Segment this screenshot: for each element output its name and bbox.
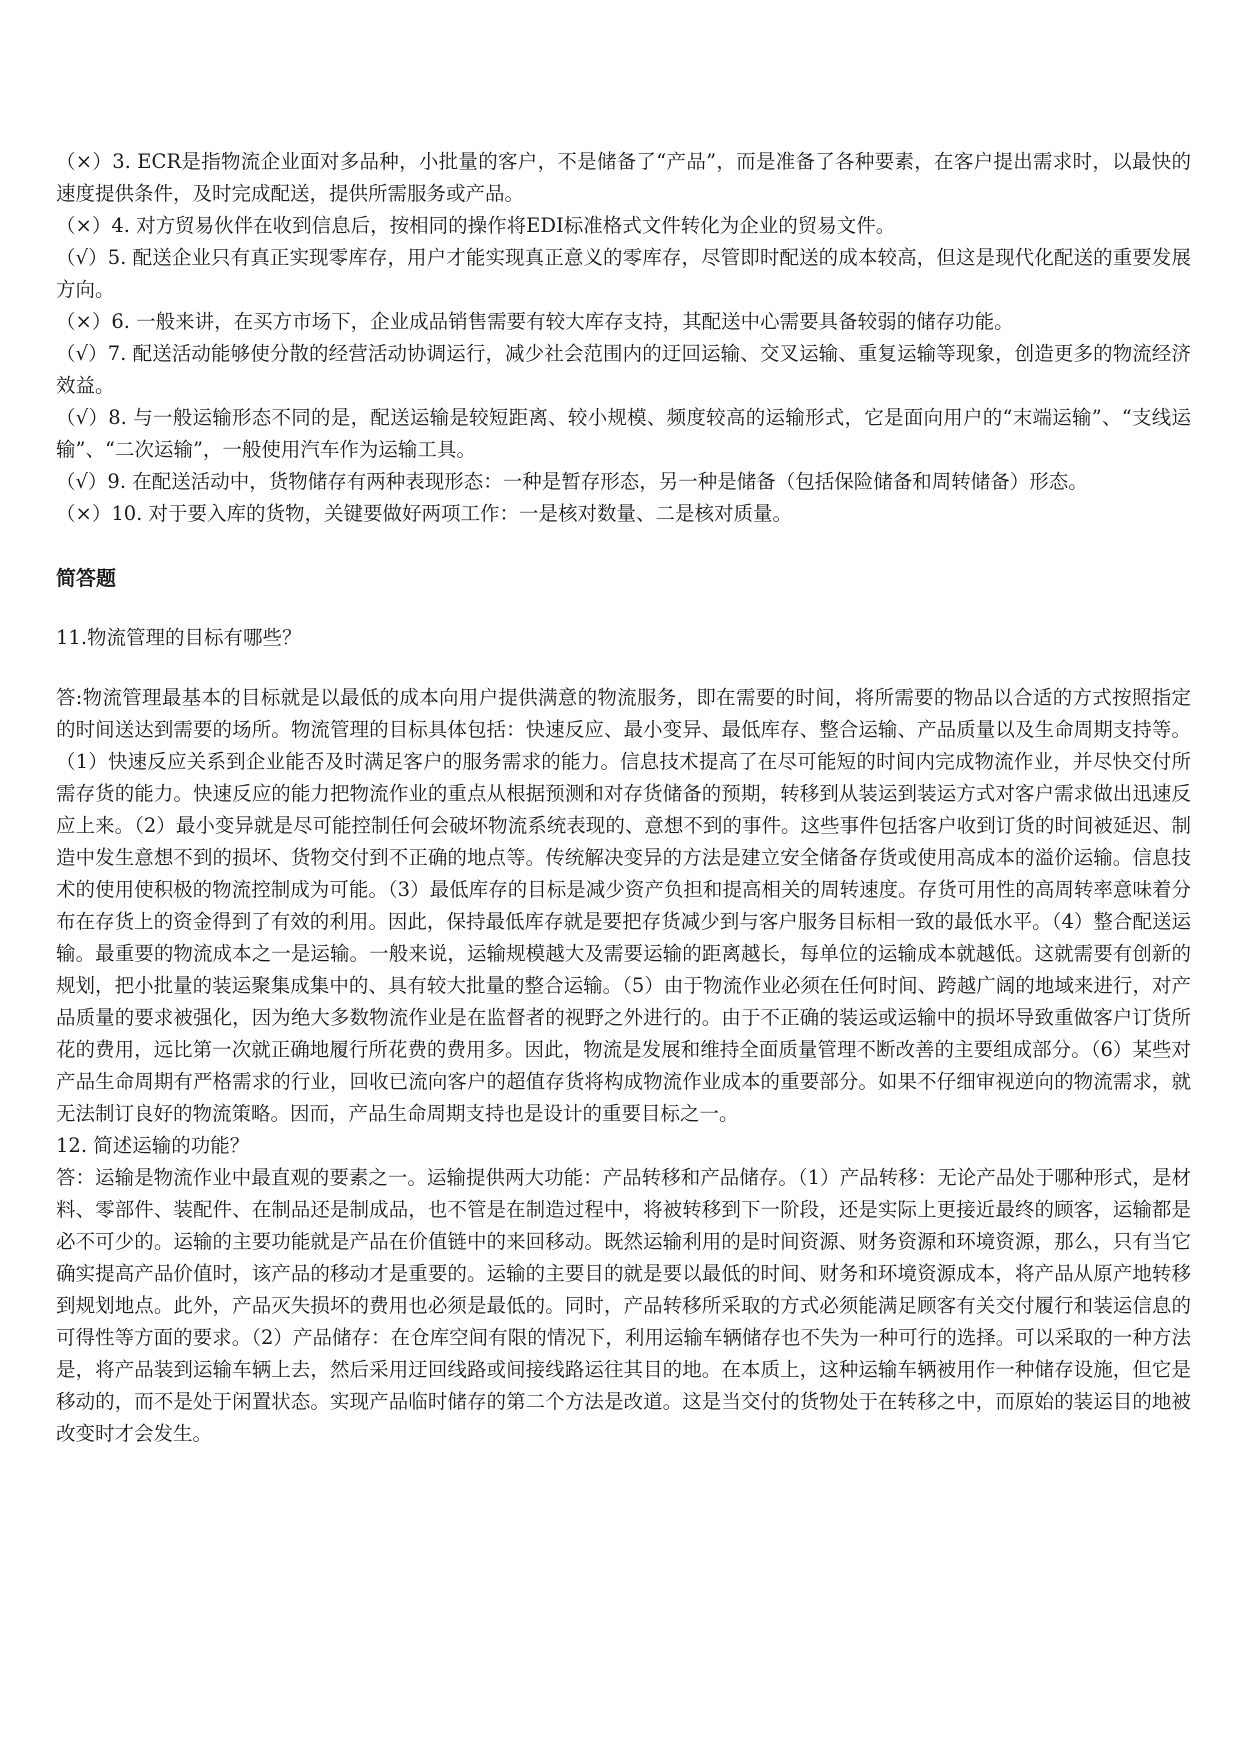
tf-item-4: （×）4. 对方贸易伙伴在收到信息后，按相同的操作将EDI标准格式文件转化为企业的贸易文件。 — [56, 214, 896, 237]
question-12: 12. 简述运输的功能？ — [56, 1134, 250, 1157]
tf-item-7: （√）7. 配送活动能够使分散的经营活动协调运行，减少社会范围内的迂回运输、交叉运输、重复运输等现象，创造更多的物流经济效益。 — [56, 342, 1191, 397]
tf-item-5: （√）5. 配送企业只有真正实现零库存，用户才能实现真正意义的零库存，尽管即时配送的成本较高，但这是现代化配送的重要发展方向。 — [56, 246, 1191, 301]
tf-item-9: （√）9. 在配送活动中，货物储存有两种表现形态：一种是暂存形态，另一种是储备（包括保险储备和周转储备）形态。 — [56, 470, 1088, 493]
tf-item-6: （×）6. 一般来讲，在买方市场下，企业成品销售需要有较大库存支持，其配送中心需要具备较弱的储存功能。 — [56, 310, 1014, 333]
section-heading: 简答题 — [56, 566, 116, 590]
answer-12: 答：运输是物流作业中最直观的要素之一。运输提供两大功能：产品转移和产品储存。（1）产品转移：无论产品处于哪种形式，是材料、零部件、装配件、在制品还是制成品，也不管是在制造过程中，将被转移到下一阶段，还是实际上更接近最终的顾客，运输都是必不可少的。运输的主要功能就是产品在价值链中的来回移动。既然运输利用的是时间资源、财务资源和环境资源，那么，只有当它确实提高产品价值时，该产品的移动才是重要的。运输的主要目的就是要以最低的时间、财务和环境资源成本，将产品从原产地转移到规划地点。此外，产品灭失损坏的费用也必须是最低的。同时，产品转移所采取的方式必须能满足顾客有关交付履行和装运信息的可得性等方面的要求。（2）产品储存：在仓库空间有限的情况下，利用运输车辆储存也不失为一种可行的选择。可以采取的一种方法是，将产品装到运输车辆上去，然后采用迂回线路或间接线路运往其目的地。在本质上，这种运输车辆被用作一种储存设施，但它是移动的，而不是处于闲置状态。实现产品临时储存的第二个方法是改道。这是当交付的货物处于在转移之中，而原始的装运目的地被改变时才会发生。 — [56, 1166, 1191, 1445]
tf-item-10: （×）10. 对于要入库的货物，关键要做好两项工作：一是核对数量、二是核对质量。 — [56, 502, 793, 525]
true-false-list — [56, 146, 1191, 530]
question-11: 11.物流管理的目标有哪些？ — [56, 626, 302, 649]
answer-11: 答:物流管理最基本的目标就是以最低的成本向用户提供满意的物流服务，即在需要的时间，将所需要的物品以合适的方式按照指定的时间送达到需要的场所。物流管理的目标具体包括：快速反应、最小变异、最低库存、整合运输、产品质量以及生命周期支持等。（1）快速反应关系到企业能否及时满足客户的服务需求的能力。信息技术提高了在尽可能短的时间内完成物流作业，并尽快交付所需存货的能力。快速反应的能力把物流作业的重点从根据预测和对存货储备的预期，转移到从装运到装运方式对客户需求做出迅速反应上来。（2）最小变异就是尽可能控制任何会破坏物流系统表现的、意想不到的事件。这些事件包括客户收到订货的时间被延迟、制造中发生意想不到的损坏、货物交付到不正确的地点等。传统解决变异的方法是建立安全储备存货或使用高成本的溢价运输。信息技术的使用使积极的物流控制成为可能。（3）最低库存的目标是减少资产负担和提高相关的周转速度。存货可用性的高周转率意味着分布在存货上的资金得到了有效的利用。因此，保持最低库存就是要把存货减少到与客户服务目标相一致的最低水平。（4）整合配送运输。最重要的物流成本之一是运输。一般来说，运输规模越大及需要运输的距离越长，每单位的运输成本就越低。这就需要有创新的规划，把小批量的装运聚集成集中的、具有较大批量的整合运输。（5）由于物流作业必须在任何时间、跨越广阔的地域来进行，对产品质量的要求被强化，因为绝大多数物流作业是在监督者的视野之外进行的。由于不正确的装运或运输中的损坏导致重做客户订货所花的费用，远比第一次就正确地履行所花费的费用多。因此，物流是发展和维持全面质量管理不断改善的主要组成部分。（6）某些对产品生命周期有严格需求的行业，回收已流向客户的超值存货将构成物流作业成本的重要部分。如果不仔细审视逆向的物流需求，就无法制订良好的物流策略。因而，产品生命周期支持也是设计的重要目标之一。 — [56, 686, 1191, 1125]
tf-item-8: （√）8. 与一般运输形态不同的是，配送运输是较短距离、较小规模、频度较高的运输形式，它是面向用户的“末端运输”、“支线运输”、“二次运输”，一般使用汽车作为运输工具。 — [56, 406, 1191, 461]
tf-item-3: （×）3. ECR是指物流企业面对多品种，小批量的客户，不是储备了“产品”，而是准备了各种要素，在客户提出需求时，以最快的速度提供条件，及时完成配送，提供所需服务或产品。 — [56, 150, 1191, 205]
